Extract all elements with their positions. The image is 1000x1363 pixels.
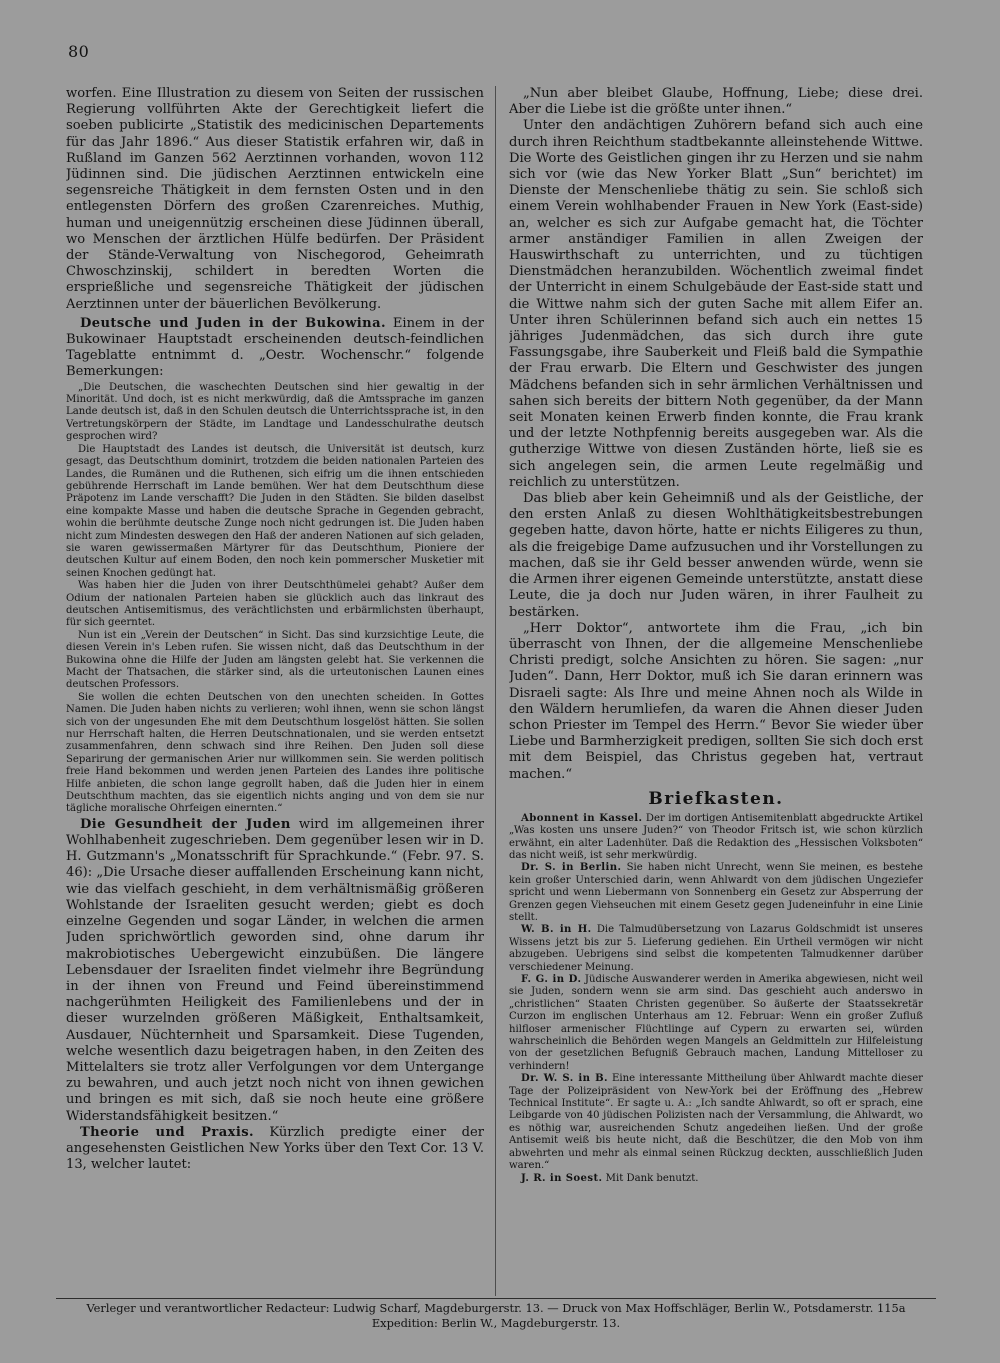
letter-addressee: W. B. in H. <box>521 924 592 936</box>
article-text: Kürzlich predigte einer der angesehensten Geistlichen New Yorks über den Text Cor. 13 V. 13, welcher lautet: <box>66 1124 484 1173</box>
letter-text: Der im dortigen Antisemitenblatt abgedruckte Artikel „Was kosten uns unsere Juden?“ von Theodor Fritsch ist, wie schon kürzlich erwähnt, ein alter Ladenhüter. Daß die Redaktion des „Hessischen Volksboten“ das nicht weiß, ist sehr merkwürdig. <box>509 812 923 861</box>
quotation-paragraph: Nun ist ein „Verein der Deutschen“ in Sicht. Das sind kurzsichtige Leute, die diesen Verein in's Leben rufen. Sie wissen nicht, daß das Deutschthum in der Bukowina ohne die Hilfe der Juden am längsten gelebt hat. Sie verkennen die Macht der Thatsachen, die stärker sind, als die urteutonischen Launen eines deutschen Professors. <box>66 629 484 691</box>
article-paragraph: Unter den andächtigen Zuhörern befand sich auch eine durch ihren Reichthum stadtbekannte alleinstehende Wittwe. Die Worte des Geistlichen gingen ihr zu Herzen und sie nahm sich vor (wie das New Yorker Blatt „Sun“ berichtet) im Dienste der Menschenliebe thätig zu sein. Sie schloß sich einem Verein wohlhabender Frauen in New York (East-side) an, welcher es sich zur Aufgabe gemacht hat, die Töchter armer anständiger Familien in allen Zweigen der Hauswirthschaft zu unterrichten, und zu tüchtigen Dienstmädchen heranzubilden. Wöchentlich zweimal findet der Unterricht in einem Schulgebäude der East-side statt und die Wittwe nahm sich der guten Sache mit allem Eifer an. Unter ihren Schülerinnen befand sich auch ein nettes 15 jähriges Judenmädchen, das sich durch ihre gute Fassungsgabe, ihre Sauberkeit und Fleiß bald die Sympathie der Frau erwarb. Die Eltern und Geschwister des jungen Mädchens befanden sich in sehr ärmlichen Verhältnissen und sahen sich bereits der bittern Noth gegenüber, da der Mann seit Monaten keinen Erwerb finden konnte, die Frau krank und der letzte Nothpfennig bereits ausgegeben war. Als die gutherzige Wittwe von diesen Zuständen hörte, ließ sie es sich angelegen sein, die armen Leute regelmäßig und reichlich zu unterstützen. <box>509 118 923 490</box>
letter-addressee: J. R. in Soest. <box>521 1172 603 1184</box>
letter-text: Eine interessante Mittheilung über Ahlwardt machte dieser Tage der Polizeipräsident von New-York bei der Eröffnung des „Hebrew Technical Institute“. Er sagte u. A.: „Ich sandte Ahlwardt, so oft er sprach, eine Leibgarde von 40 jüdischen Polizisten nach der Versammlung, die Ahlwardt, wo es nöthig war, ausreichenden Schutz angedeihen ließen. Und der große Antisemit weiß bis heute nicht, daß die Beschützer, die den Mob von ihm abwehrten und mehr als einmal seinen Rückzug deckten, ausschließlich Juden waren.“ <box>509 1073 923 1172</box>
article-text: Einem in der Bukowinaer Hauptstadt erscheinenden deutsch-feindlichen Tageblatte entnimmt d. „Oestr. Wochenschr.“ folgende Bemerkungen: <box>66 315 484 380</box>
article-paragraph: worfen. Eine Illustration zu diesem von Seiten der russischen Regierung vollführten Akte der Gerechtigkeit liefert die soeben publicirte „Statistik des medicinischen Departements für das Jahr 1896.“ Aus dieser Statistik erfahren wir, daß in Rußland im Ganzen 562 Aerztinnen vorhanden, wovon 112 Jüdinnen sind. Die jüdischen Aerztinnen entwickeln eine segensreiche Thätigkeit in dem fernsten Osten und in den entlegensten Dörfern des großen Czarenreiches. Muthig, human und uneigennützig erscheinen diese Jüdinnen überall, wo Menschen der ärztlichen Hülfe bedürfen. Der Präsident der Stände-Verwaltung von Nischegorod, Geheimrath Chwoschzinskij, schildert in beredten Worten die ersprießliche und segensreiche Thätigkeit der jüdischen Aerztinnen unter der bäuerlichen Bevölkerung. <box>66 86 484 312</box>
imprint-line-expedition: Expedition: Berlin W., Magdeburgerstr. 13. <box>371 1316 621 1330</box>
letter-text: Die Talmudübersetzung von Lazarus Goldschmidt ist unseres Wissens jetzt bis zur 5. Lieferung gediehen. Ein Urtheil vermögen wir nicht abzugeben. Uebrigens sind selbst die kompetenten Talmudkenner darüber verschiedener Meinung. <box>509 924 923 973</box>
letter-addressee: Dr. S. in Berlin. <box>521 862 622 874</box>
article-bukowina <box>66 316 484 381</box>
article-heading: Die Gesundheit der Juden <box>80 816 291 832</box>
letter-addressee: F. G. in D. <box>521 974 582 986</box>
article-heading: Deutsche und Juden in der Bukowina. <box>80 315 386 331</box>
scripture-quote: „Nun aber bleibet Glaube, Hoffnung, Liebe; diese drei. Aber die Liebe ist die größte unter ihnen.“ <box>509 86 923 118</box>
quotation-paragraph: Sie wollen die echten Deutschen von den unechten scheiden. In Gottes Namen. Die Juden haben nichts zu verlieren; wohl ihnen, wenn sie schon längst sich von der ungesunden Ehe mit dem Deutschthum losgelöst hätten. Sie sollen nur Herrschaft halten, die Herren Deutschnationalen, und sie werden entsetzt zusammenfahren, denn schwach sind ihre Reihen. Den Juden soll diese Separirung der germanischen Arier nur willkommen sein. Sie werden politisch freie Hand bekommen und werden jenen Parteien des Landes ihre politische Hilfe anbieten, die schon lange gegrollt haben, daß die Juden hier in einem Deutschthum machten, das sie eigentlich nichts anging und von dem sie nur tägliche moralische Ohrfeigen einernten.“ <box>66 691 484 815</box>
letter-text: Jüdische Auswanderer werden in Amerika abgewiesen, nicht weil sie Juden, sondern wenn sie arm sind. Das geschieht auch anderswo in „christlichen“ Staaten Christen gegenüber. So äußerte der Staatssekretär Curzon im englischen Unterhaus am 12. Februar: Wenn ein großer Zufluß hilfloser armenischer Flüchtlinge auf Cypern zu erwarten sei, würden wahrscheinlich die Behörden wegen Mangels an Geldmitteln zur Hilfeleistung von der gesetzlichen Befugniß Gebrauch machen, Landung Mittelloser zu verhindern! <box>509 974 923 1072</box>
quotation-paragraph: „Die Deutschen, die waschechten Deutschen sind hier gewaltig in der Minorität. Und doch, ist es nicht merkwürdig, daß die Amtssprache im ganzen Lande deutsch ist, daß in den Schulen deutsch die Unterrichtssprache ist, in den Vertretungskörpern der Städte, im Landtage und Landesschulrathe deutsch gesprochen wird? <box>66 381 484 443</box>
column-divider <box>495 86 496 1296</box>
article-paragraph: „Herr Doktor“, antwortete ihm die Frau, „ich bin überrascht von Ihnen, der die allgemeine Menschenliebe Christi predigt, solche Ansichten zu hören. Sie sagen: „nur Juden“. Dann, Herr Doktor, muß ich Sie daran erinnern was Disraeli sagte: Als Ihre und meine Ahnen noch als Wilde in den Wäldern herumliefen, da waren die Ahnen dieser Juden schon Priester im Tempel des Herrn.“ Bevor Sie wieder über Liebe und Barmherzigkeit predigen, sollten Sie sich doch erst mit dem Beispiel, das Christus gegeben hat, vertraut machen.“ <box>509 620 923 782</box>
article-text: wird im allgemeinen ihrer Wohlhabenheit zugeschrieben. Dem gegenüber lesen wir in D. H. Gutzmann's „Monatsschrift für Sprachkunde.“ (Febr. 97. S. 46): „Die Ursache dieser auffallenden Erscheinung kann nicht, wie das vielfach geschieht, in dem verhältnismäßig größeren Wohlstande der Israeliten gesucht werden; giebt es doch einzelne Gegenden und sogar Länder, in welchen die armen Juden sprichwörtlich geworden sind, ohne darum ihr makrobiotisches Uebergewicht einzubüßen. Die längere Lebensdauer der Israeliten findet vielmehr ihre Begründung in der ihnen von Freund und Feind übereinstimmend nachgerühmten Heiligkeit des Familienlebens und der in dieser wurzelnden größeren Mäßigkeit, Enthaltsamkeit, Ausdauer, Nüchternheit und Sparsamkeit. Diese Tugenden, welche wesentlich dazu beigetragen haben, in den Zeiten des Mittelalters sie trotz aller Verfolgungen vor dem Untergange zu bewahren, und auch jetzt noch nicht von ihnen gewichen und bringen es mit sich, daß sie noch heute eine größere Widerstandsfähigkeit besitzen.“ <box>66 816 484 1124</box>
letter-entry <box>509 1173 923 1185</box>
imprint-line-publisher: Verleger und verantwortlicher Redacteur: Ludwig Scharf, Magdeburgerstr. 13. — Druck von Max Hoffschläger, Berlin W., Potsdamerstr. 115a <box>86 1301 906 1315</box>
imprint-footer <box>56 1298 936 1331</box>
letter-entry <box>509 1073 923 1172</box>
page-number: 80 <box>68 42 90 61</box>
article-gesundheit <box>66 817 484 1125</box>
quotation-paragraph: Die Hauptstadt des Landes ist deutsch, die Universität ist deutsch, kurz gesagt, das Deutschthum dominirt, trotzdem die beiden nationalen Parteien des Landes, die Rumänen und die Ruthenen, sich eifrig um die ihnen entschieden gebührende Herrschaft im Lande bemühen. Wer hat dem Deutschthum diese Präpotenz im Lande verschafft? Die Juden in den Städten. Sie bilden daselbst eine kompakte Masse und haben die deutsche Sprache in Gegenden gebracht, wohin die berühmte deutsche Zunge noch nicht gedrungen ist. Die Juden haben nicht zum Mindesten deswegen den Haß der anderen Nationen auf sich geladen, sie waren gewissermaßen Märtyrer für das Deutschthum, Pioniere der deutschen Kultur auf einem Boden, den noch kein pommerscher Musketier mit seinen Knochen gedüngt hat. <box>66 443 484 579</box>
article-theorie <box>66 1125 484 1174</box>
letter-text: Mit Dank benutzt. <box>602 1172 699 1184</box>
letter-addressee: Abonnent in Kassel. <box>521 812 643 824</box>
letter-entry <box>509 813 923 863</box>
quotation-block <box>66 382 484 816</box>
letter-addressee: Dr. W. S. in B. <box>521 1073 608 1085</box>
quotation-paragraph: Was haben hier die Juden von ihrer Deutschthümelei gehabt? Außer dem Odium der nationalen Parteien haben sie glücklich auch das linkraut des deutschen Antisemitismus, des verächtlichsten und erbärmlichsten überhaupt, für sich geerntet. <box>66 580 484 629</box>
article-paragraph: Das blieb aber kein Geheimniß und als der Geistliche, der den ersten Anlaß zu diesen Wohlthätigkeitsbestrebungen gegeben hatte, davon hörte, hatte er nichts Eiligeres zu thun, als die freigebige Dame aufzusuchen und ihr Vorstellungen zu machen, daß sie ihr Geld besser anwenden würde, wenn sie die Armen ihrer eigenen Gemeinde unterstützte, anstatt diese Leute, die ja doch nur Juden wären, in ihrer Faulheit zu bestärken. <box>509 491 923 620</box>
section-heading-text: Briefkasten. <box>648 788 784 809</box>
right-column <box>509 86 923 1290</box>
section-heading-briefkasten <box>509 789 923 809</box>
letter-text: Sie haben nicht Unrecht, wenn Sie meinen, es bestehe kein großer Unterschied darin, wenn Ahlwardt von dem jüdischen Ungeziefer spricht und wenn Liebermann von Sonnenberg ein Gesetz zur Absperrung der Grenzen gegen Viehseuchen mit einem Gesetz gegen Judeneinfuhr in eine Linie stellt. <box>509 862 923 923</box>
article-heading: Theorie und Praxis. <box>80 1124 254 1140</box>
left-column <box>66 86 484 1298</box>
letter-entry <box>509 862 923 924</box>
letter-entry <box>509 974 923 1073</box>
letter-entry <box>509 924 923 974</box>
